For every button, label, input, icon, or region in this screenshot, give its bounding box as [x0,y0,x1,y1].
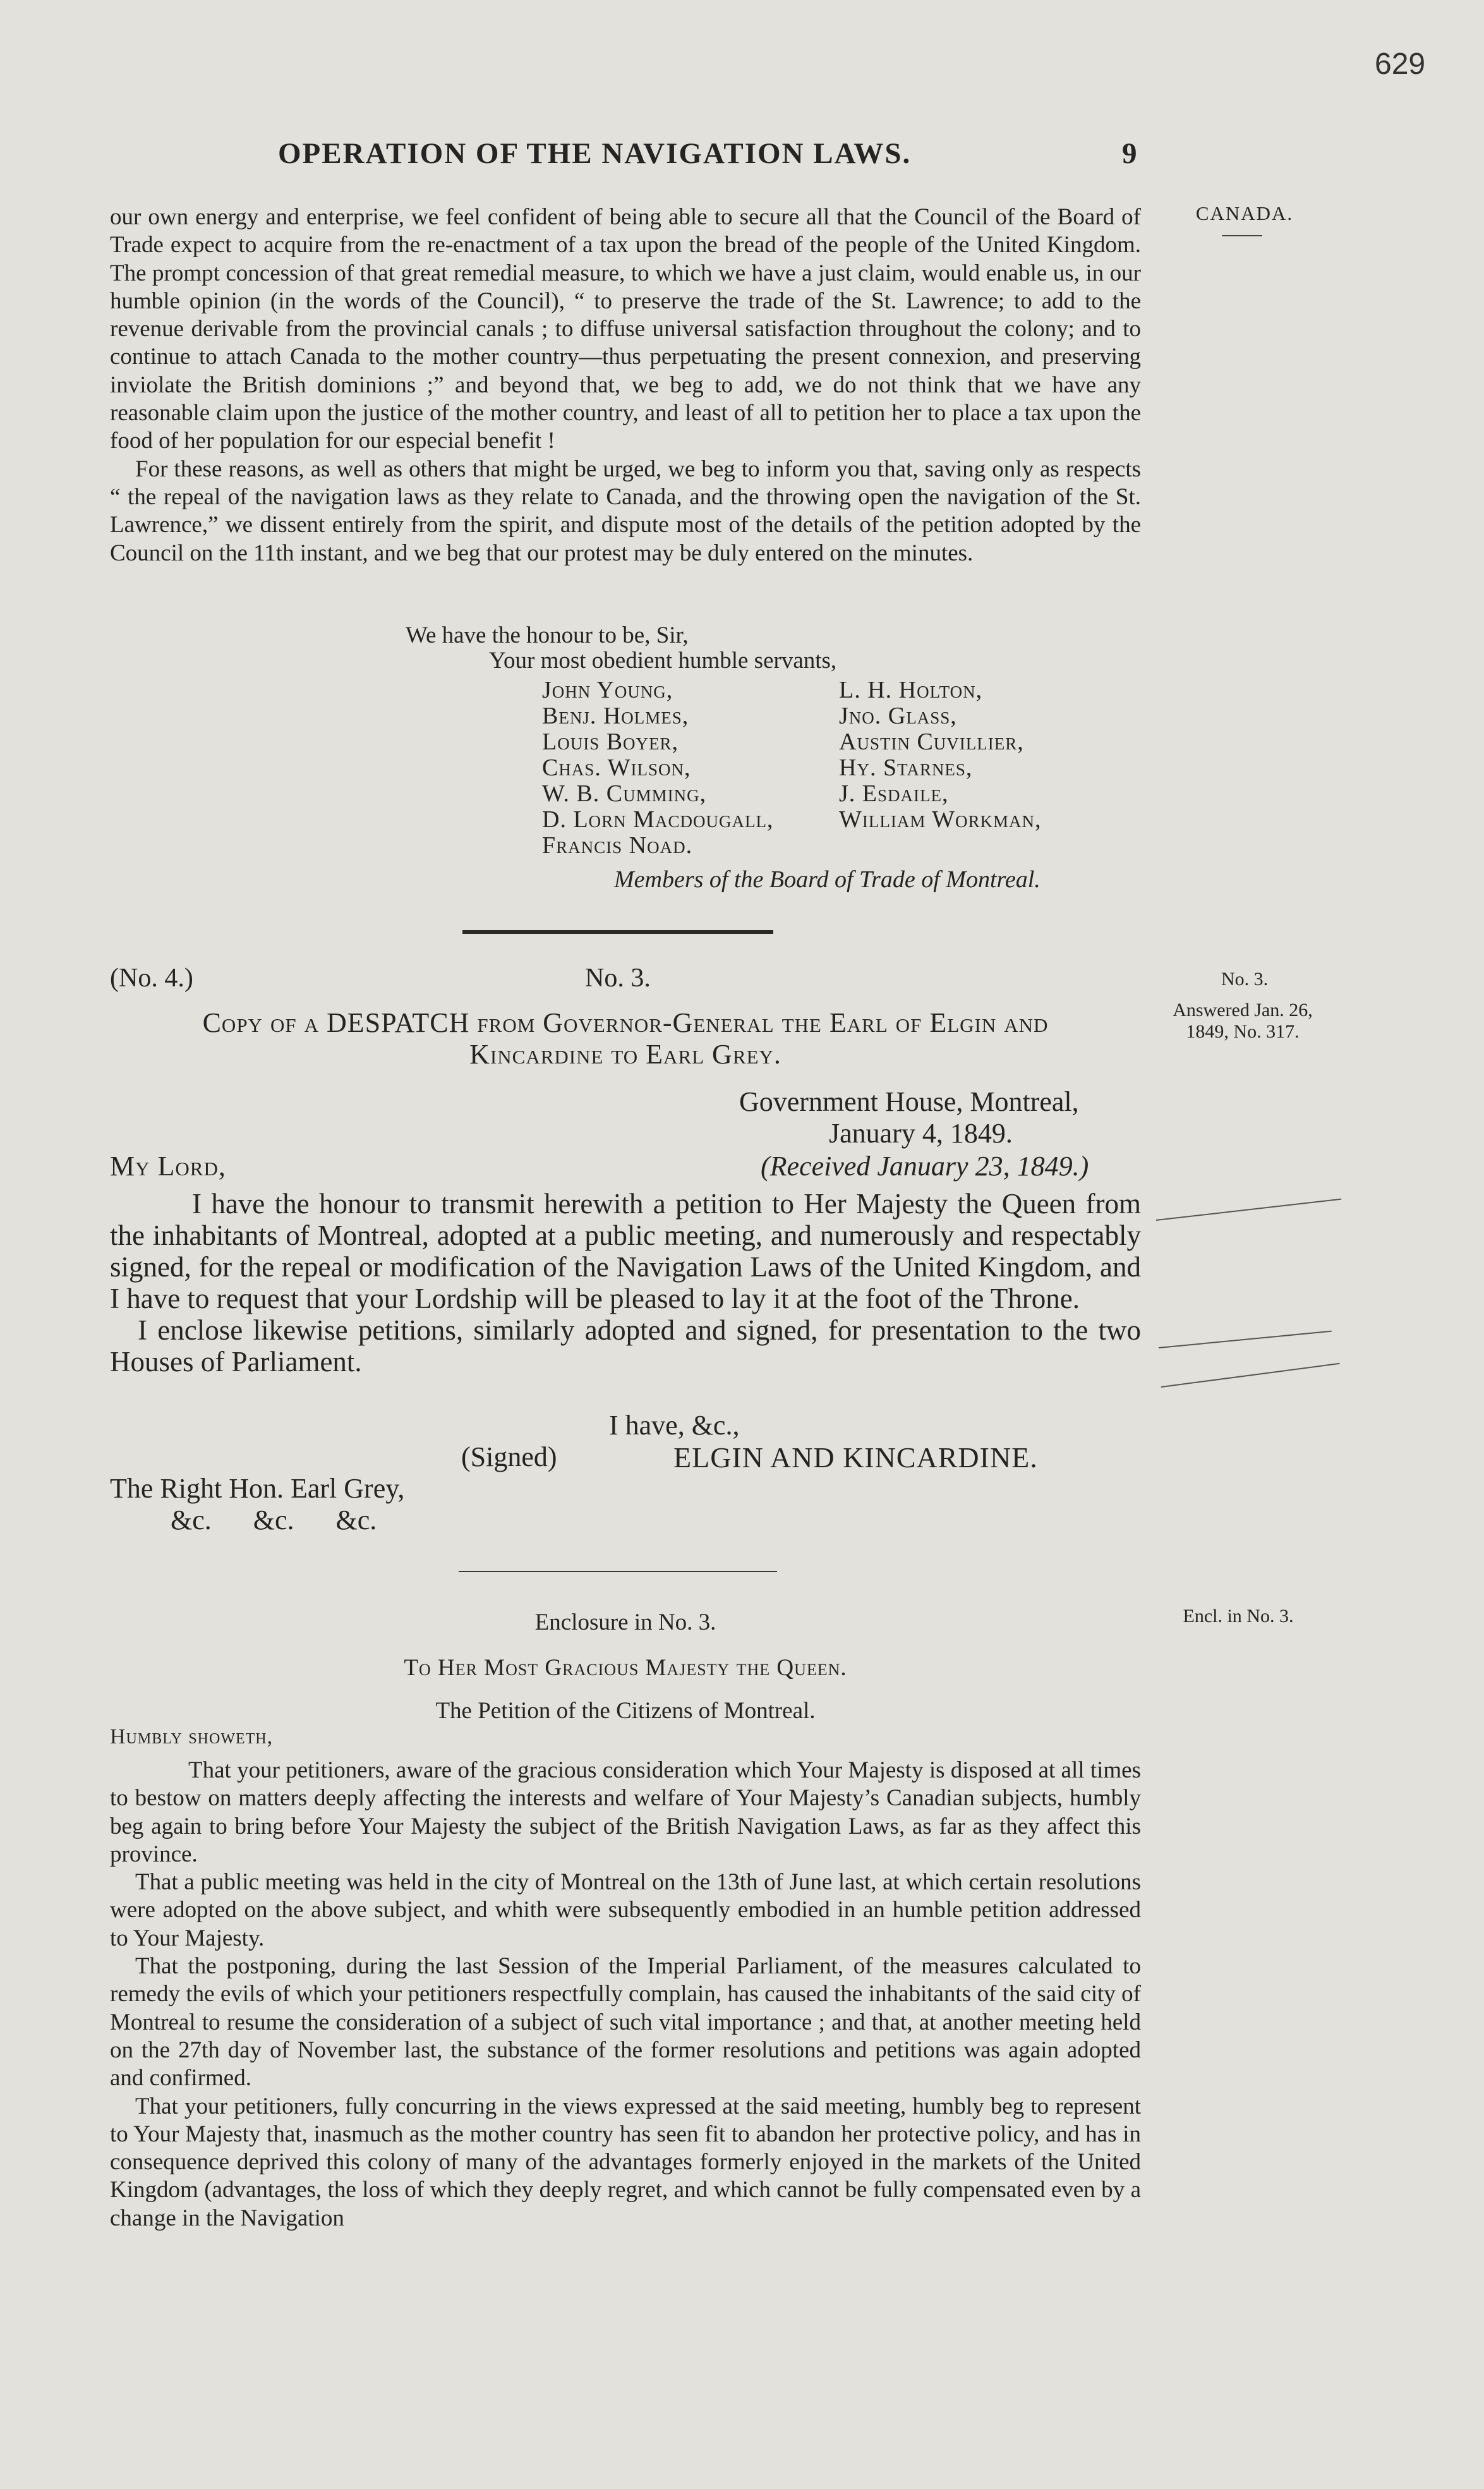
despatch-paragraph: I have the honour to transmit herewith a petition to Her Majesty the Queen from the inhabitants of Montreal, adopted at a public meeting, and numerously and respectably signed, for the repeal or modification of the Navigation Laws of the United Kingdom, and I have to request that your Lordship will be pleased to lay it at the foot of the Throne. [110,1188,1141,1314]
margin-pencil-mark [1161,1363,1340,1388]
signatory-left: D. Lorn Macdougall, [542,806,774,833]
signatory-left: John Young, [542,677,673,703]
signatory-right: Austin Cuvillier, [839,729,1024,755]
margin-colony: CANADA. [1195,202,1294,224]
despatch-body [110,1188,1141,1378]
margin-no3: No. 3. [1221,969,1269,990]
despatch-signer: ELGIN AND KINCARDINE. [673,1441,1038,1474]
margin-enclosure: Encl. in No. 3. [1183,1606,1294,1626]
signatory-right: William Workman, [839,806,1042,833]
closing-line-2: Your most obedient humble servants, [489,648,837,674]
signatory-right: L. H. Holton, [839,677,983,703]
signatory-left: W. B. Cumming, [542,780,707,807]
petition-body [110,1757,1141,2232]
humbly-showeth: Humbly showeth, [110,1725,274,1748]
margin-pencil-mark [1159,1331,1332,1348]
document-number: (No. 4.) [110,964,193,993]
despatch-place: Government House, Montreal, [739,1086,1079,1117]
section-rule [459,1571,777,1572]
signatory-left: Benj. Holmes, [542,703,689,729]
petition-paragraph: That the postponing, during the last Session of the Imperial Parliament, of the measures calculated to remedy the evils of which your petitioners respectfully complain, has caused the inhabitants of the said city of Montreal to resume the consideration of a subject of such vital importance ; and that, at another meeting held on the 27th day of November last, the substance of the former resolutions and petitions was again adopted and confirmed. [110,1953,1141,2092]
petition-paragraph: That a public meeting was held in the city of Montreal on the 13th of June last, at which certain resolutions were adopted on the above subject, and whith were subsequently embodied in an humble petition addressed to Your Majesty. [110,1869,1141,1951]
margin-answered: Answered Jan. 26, 1849, No. 317. [1173,1000,1313,1042]
despatch-title: Copy of a DESPATCH from Governor-General the Earl of Elgin and Kincardine to Earl Grey. [202,1007,1049,1070]
petition-paragraph: That your petitioners, fully concurring in the views expressed at the said meeting, humbly beg to represent to Your Majesty that, inasmuch as the mother country has seen fit to abandon her protective policy, and has in consequence deprived this colony of many of the advantages formerly enjoyed in the markets of the United Kingdom (advantages, the loss of which they deeply regret, and which cannot be fully compensated even by a change in the Navigation [110,2093,1141,2231]
memorial-paragraph: For these reasons, as well as others that might be urged, we beg to inform you that, saving only as respects “ the repeal of the navigation laws as they relate to Canada, and the throwing open the navigation of the St. Lawrence,” we dissent entirely from the spirit, and dispute most of the details of the petition adopted by the Council on the 11th instant, and we beg that our protest may be duly entered on the minutes. [110,456,1141,566]
salutation: My Lord, [110,1151,226,1182]
margin-pencil-mark [1156,1199,1341,1221]
enclosure-heading: Enclosure in No. 3. [534,1609,716,1635]
running-title: OPERATION OF THE NAVIGATION LAWS. [278,137,912,170]
signatory-left: Louis Boyer, [542,729,679,755]
section-rule [462,930,773,934]
petition-paragraph: That your petitioners, aware of the gracious consideration which Your Majesty is disposed at all times to bestow on matters deeply affecting the interests and welfare of Your Majesty’s Canadian subjects, humbly beg again to bring before Your Majesty the subject of the British Navigation Laws, as far as they affect this province. [110,1757,1141,1867]
addressee-etc: &c. &c. &c. [171,1505,377,1535]
signed-label: (Signed) [461,1441,557,1472]
petition-title: The Petition of the Citizens of Montreal. [435,1698,816,1724]
despatch-date: January 4, 1849. [829,1118,1013,1149]
despatch-number: No. 3. [585,964,651,993]
signatory-right: Hy. Starnes, [839,754,973,781]
addressee: The Right Hon. Earl Grey, [110,1473,405,1504]
memorial-paragraph: our own energy and enterprise, we feel confident of being able to secure all that the Council of the Board of Trade expect to acquire from the re-enactment of a tax upon the bread of the people of the United Kingdom. The prompt concession of that great remedial measure, to which we have a just claim, would enable us, in our humble opinion (in the words of the Council), “ to preserve the trade of the St. Lawrence; to add to the revenue derivable from the provincial canals ; to diffuse universal satisfaction throughout the colony; and to continue to attach Canada to the mother country—thus perpetuating the present connexion, and preserving inviolate the British dominions ;” and beyond that, we beg to add, we do not think that we have any reasonable claim upon the justice of the mother country, and least of all to petition her to place a tax upon the food of her population for our especial benefit ! [110,204,1141,454]
memorial-body [110,203,1141,567]
despatch-paragraph: I enclose likewise petitions, similarly adopted and signed, for presentation to the two Houses of Parliament. [110,1314,1141,1378]
running-page-number: 9 [1122,137,1137,170]
signatory-right: Jno. Glass, [839,703,957,729]
i-have: I have, &c., [609,1410,740,1441]
signatory-right: J. Esdaile, [839,780,949,807]
signatory-left: Chas. Wilson, [542,754,691,781]
signatories [542,677,1104,859]
members-line: Members of the Board of Trade of Montreal. [614,866,1041,893]
signatory-left: Francis Noad. [542,832,693,859]
margin-rule [1222,235,1262,236]
received-date: (Received January 23, 1849.) [761,1151,1089,1182]
closing-line-1: We have the honour to be, Sir, [406,622,689,648]
page-number: 629 [1375,47,1426,81]
petition-address: To Her Most Gracious Majesty the Queen. [404,1655,847,1681]
